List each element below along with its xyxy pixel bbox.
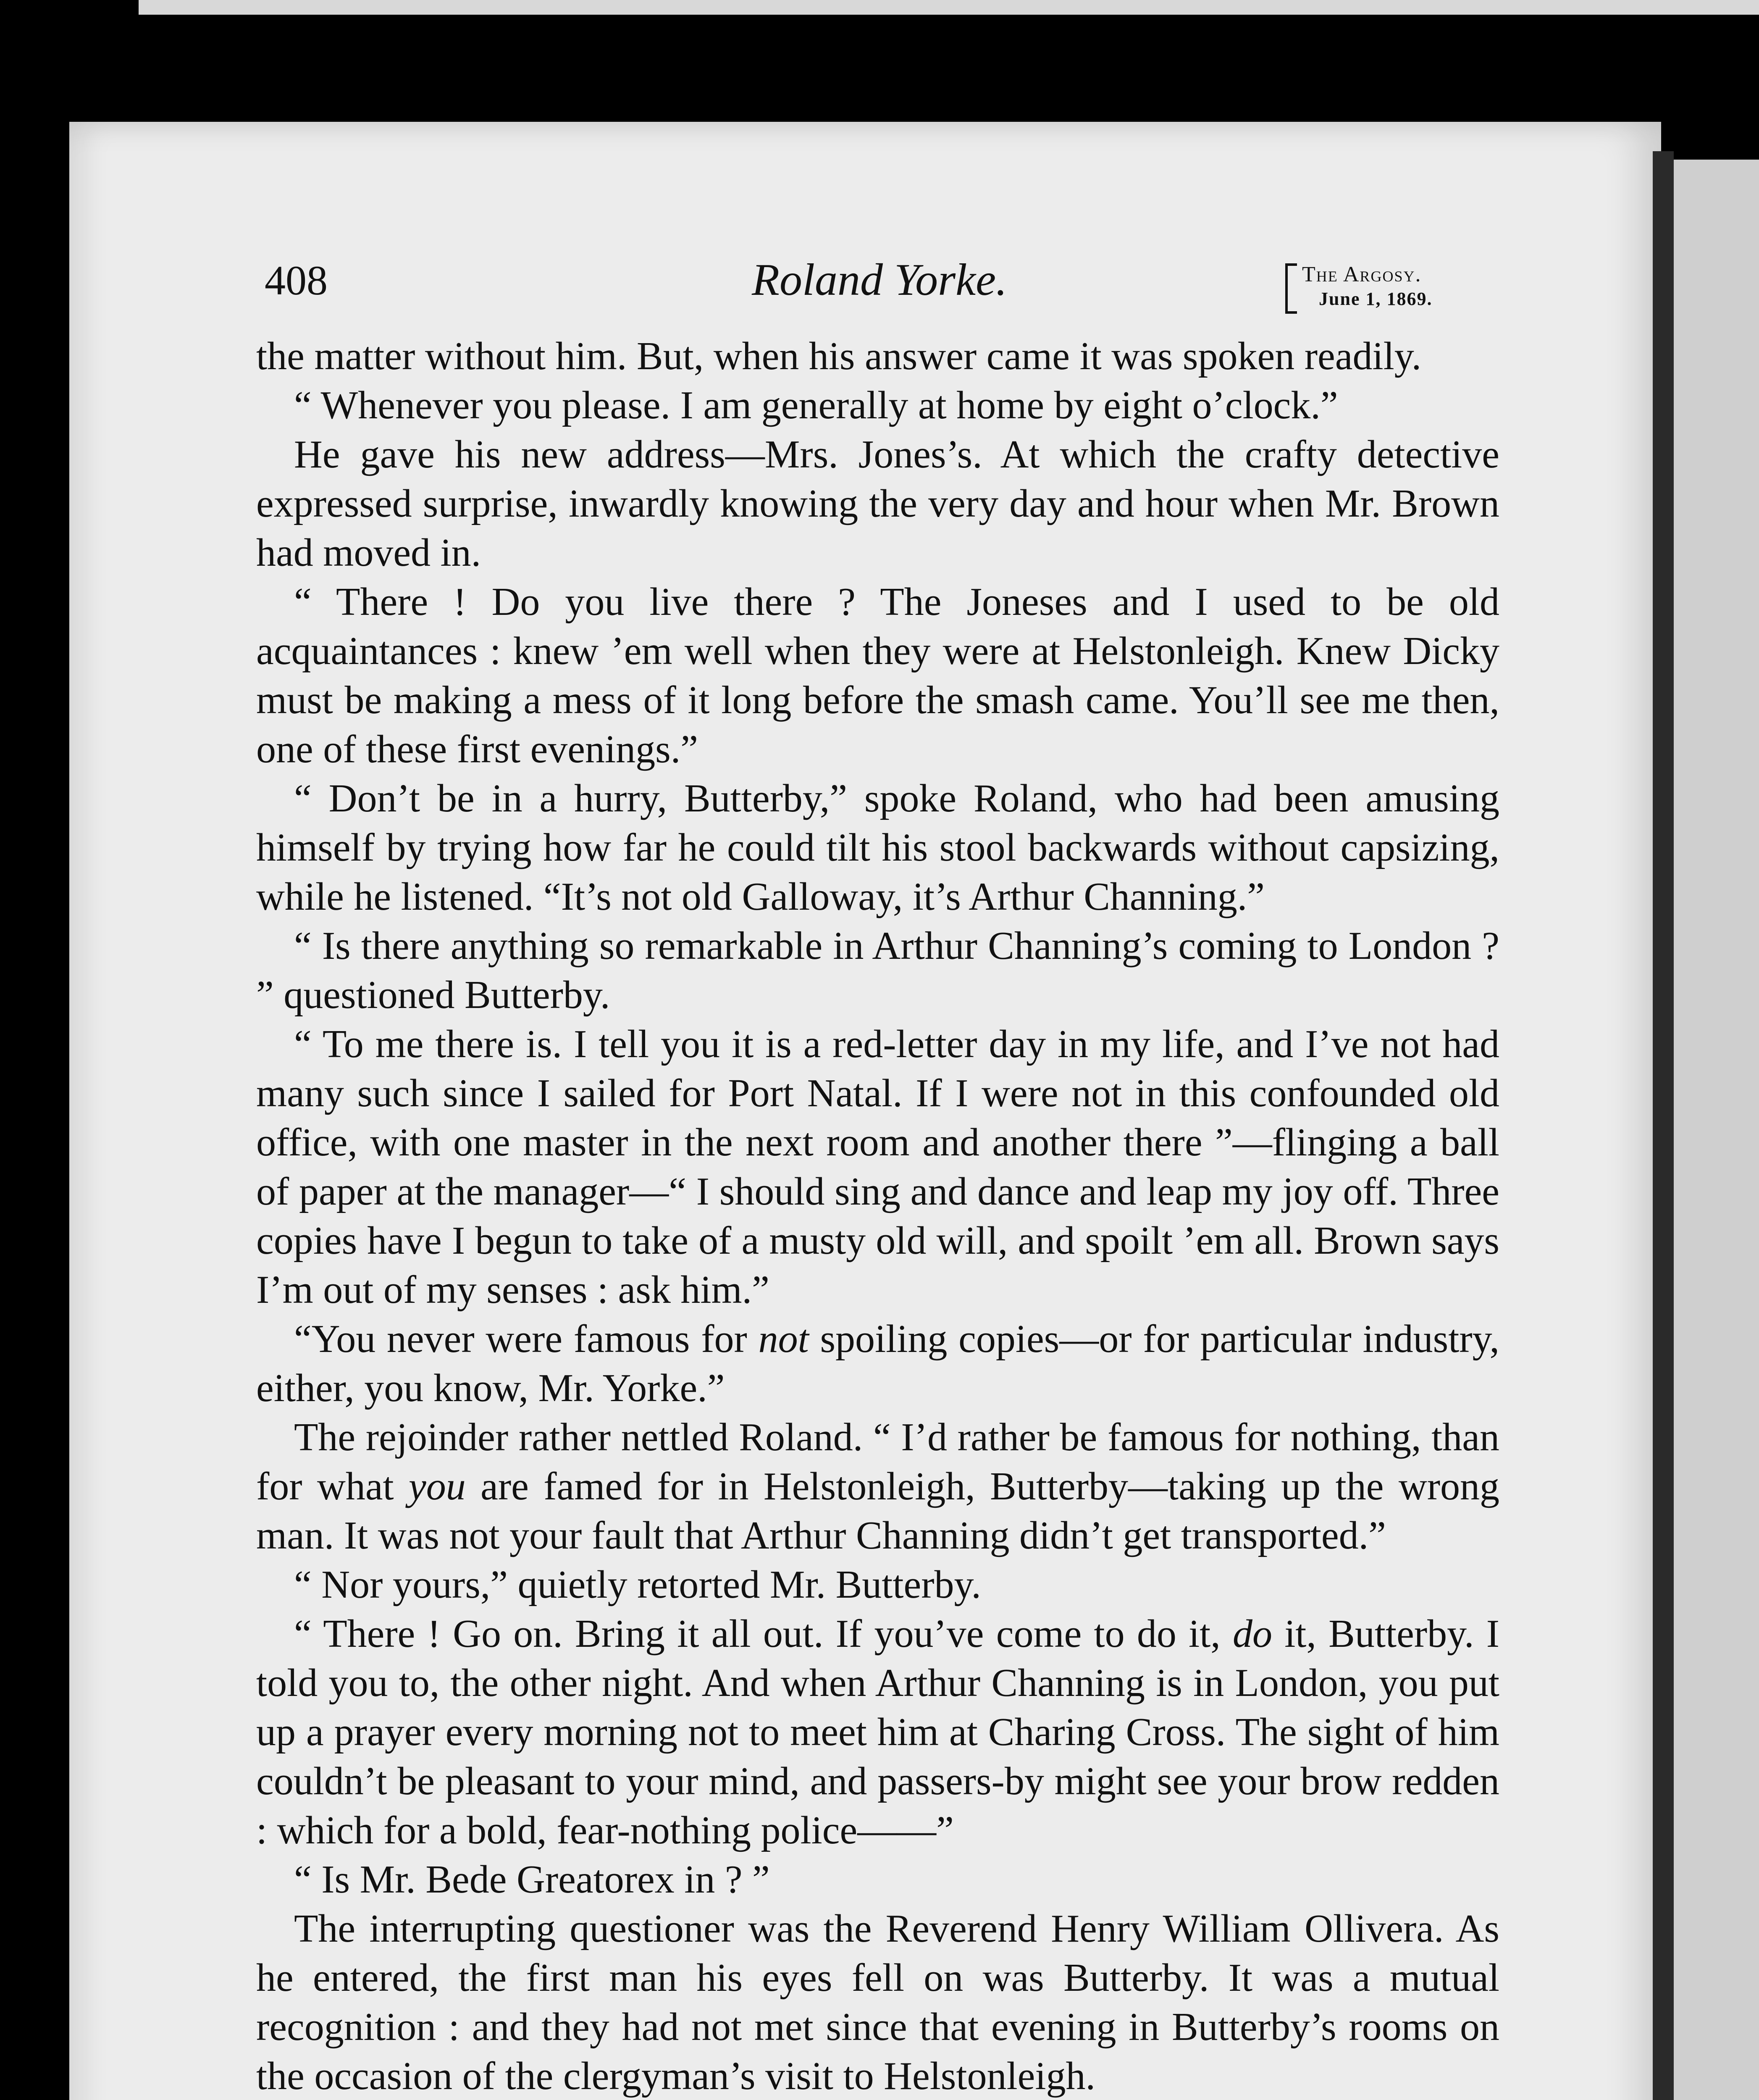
paragraph: “ Whenever you please. I am generally at home by eight o’clock.”	[294, 383, 1338, 427]
bracket-mark	[1285, 263, 1297, 314]
paragraph: the matter without him. But, when his answer came it was spoken readily.	[256, 334, 1422, 378]
paragraph: The interrupting questioner was the Reverend Henry William Ollivera. As he entered, the first man his eyes fell on was Butterby. It was a mutual recognition : and they had not met since that evening in Butterby’s rooms on the occasion of the clergyman’s visit to Helstonleigh.	[256, 1907, 1499, 2098]
emphasis: do	[1232, 1612, 1272, 1656]
next-page-edge	[1674, 160, 1759, 2100]
body-text	[256, 332, 1499, 2100]
paragraph: He gave his new address—Mrs. Jones’s. At which the crafty detective expressed surprise, inwardly knowing the very day and hour when Mr. Brown had moved in.	[256, 433, 1499, 575]
emphasis: not	[758, 1317, 809, 1361]
text-run: “You never were famous for	[294, 1317, 759, 1361]
paragraph: “ Don’t be in a hurry, Butterby,” spoke Roland, who had been amusing himself by trying how far he could tilt his stool backwards without capsizing, while he listened. “It’s not old Galloway, it’s Arthur Channing.”	[256, 777, 1499, 919]
page-header	[265, 248, 1504, 315]
paragraph: “ Is there anything so remarkable in Arthur Channing’s coming to London ? ” questioned Butterby.	[256, 924, 1499, 1017]
text-run: are famed for in Helstonleigh, Butterby—taking up the wrong man. It was not your fault that Arthur Channing didn’t get transported.”	[256, 1465, 1500, 1557]
text-run: spoiling copies—or for particular industry, either, you know, Mr. Yorke.”	[256, 1317, 1500, 1410]
paragraph	[256, 1315, 1499, 1413]
paragraph: “ There ! Do you live there ? The Joneses and I used to be old acquaintances : knew ’em well when they were at Helstonleigh. Knew Dicky must be making a mess of it long before the smash came. You’ll see me then, one of these first evenings.”	[256, 580, 1499, 771]
page-number: 408	[265, 257, 328, 304]
paragraph: “ Is Mr. Bede Greatorex in ? ”	[294, 1858, 770, 1901]
book-gutter	[1653, 151, 1674, 2100]
paragraph: “ Nor yours,” quietly retorted Mr. Butterby.	[294, 1563, 981, 1606]
issue-date: June 1, 1869.	[1319, 289, 1433, 309]
paragraph	[256, 1413, 1499, 1560]
paragraph	[256, 1609, 1499, 1855]
paragraph: “ To me there is. I tell you it is a red-letter day in my life, and I’ve not had many such since I sailed for Port Natal. If I were not in this confounded old office, with one master in the next room and another there ”—flinging a ball of paper at the manager—“ I should sing and dance and leap my joy off. Three copies have I begun to take of a musty old will, and spoilt ’em all. Brown says I’m out of my senses : ask him.”	[256, 1022, 1499, 1312]
publication-name: The Argosy.	[1302, 262, 1422, 286]
previous-page-edge	[139, 0, 1759, 15]
text-run: it, Butterby. I told you to, the other night. And when Arthur Channing is in London, you put up a prayer every morning not to meet him at Charing Cross. The sight of him couldn’t be pleasant to your mind, and passers-by might see your brow redden : which for a bold, fear-nothing police——”	[256, 1612, 1499, 1852]
publication-reference	[1285, 262, 1432, 311]
running-title: Roland Yorke.	[752, 255, 1008, 305]
text-run: “ There ! Go on. Bring it all out. If you’ve come to do it,	[294, 1612, 1233, 1656]
emphasis: you	[409, 1465, 466, 1508]
text-run: The rejoinder rather nettled Roland. “ I’d rather be famous for nothing, than for what	[256, 1415, 1499, 1508]
